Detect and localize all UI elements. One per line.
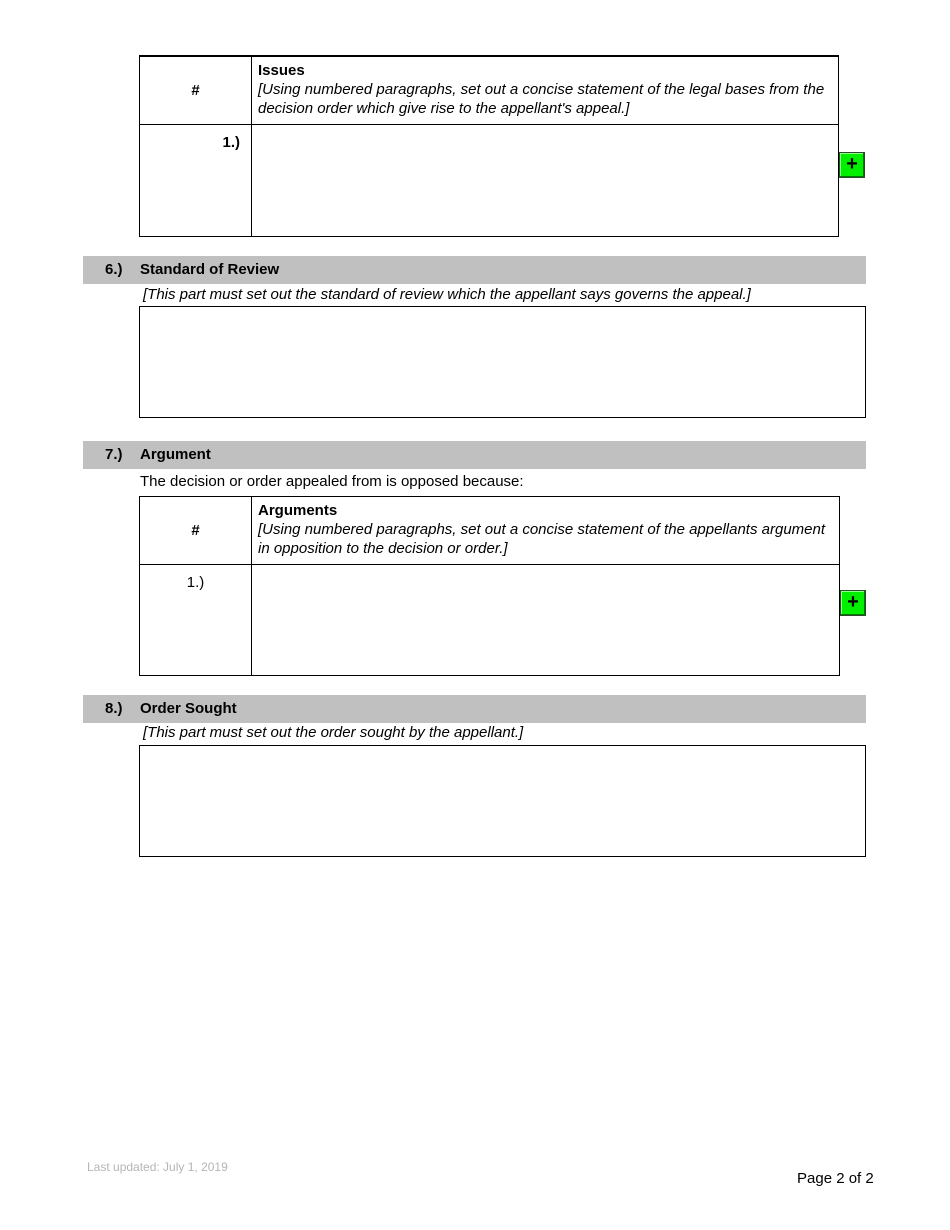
issues-title: Issues [258,62,305,79]
section-title: Standard of Review [140,261,280,278]
arguments-hash-header: # [140,497,252,565]
issue-row-text-field[interactable] [252,125,839,237]
section-number: 6.) [105,261,123,278]
section-header-argument [83,441,866,469]
standard-of-review-field[interactable] [139,306,866,418]
issue-row-number: 1.) [140,125,252,237]
issues-header [252,56,839,125]
page-number: Page 2 of 2 [797,1170,874,1187]
last-updated-note: Last updated: July 1, 2019 [87,1160,228,1174]
issues-hash-header: # [140,56,252,125]
argument-intro: The decision or order appealed from is opposed because: [140,473,524,490]
argument-row-text-field[interactable] [252,565,840,676]
table-row [140,125,839,237]
arguments-hint: [Using numbered paragraphs, set out a concise statement of the appellants argument in opposition to the decision or order.] [258,521,826,557]
table-row [140,565,840,676]
order-sought-field[interactable] [139,745,866,857]
section-number: 7.) [105,446,123,463]
standard-of-review-hint: [This part must set out the standard of review which the appellant says governs the appeal.] [143,286,751,303]
arguments-title: Arguments [258,502,338,519]
order-sought-hint: [This part must set out the order sought by the appellant.] [143,724,524,741]
section-header-standard-of-review [83,256,866,284]
add-issue-row-button[interactable]: + [839,152,865,178]
issues-hint: [Using numbered paragraphs, set out a concise statement of the legal bases from the decision order which give rise to the appellant's appeal.] [258,81,825,117]
add-argument-row-button[interactable]: + [840,590,866,616]
section-title: Argument [140,446,211,463]
arguments-header [252,497,840,565]
issues-table [139,55,839,237]
section-header-order-sought [83,695,866,723]
section-title: Order Sought [140,700,237,717]
arguments-table [139,496,840,676]
argument-row-number: 1.) [140,565,252,676]
section-number: 8.) [105,700,123,717]
